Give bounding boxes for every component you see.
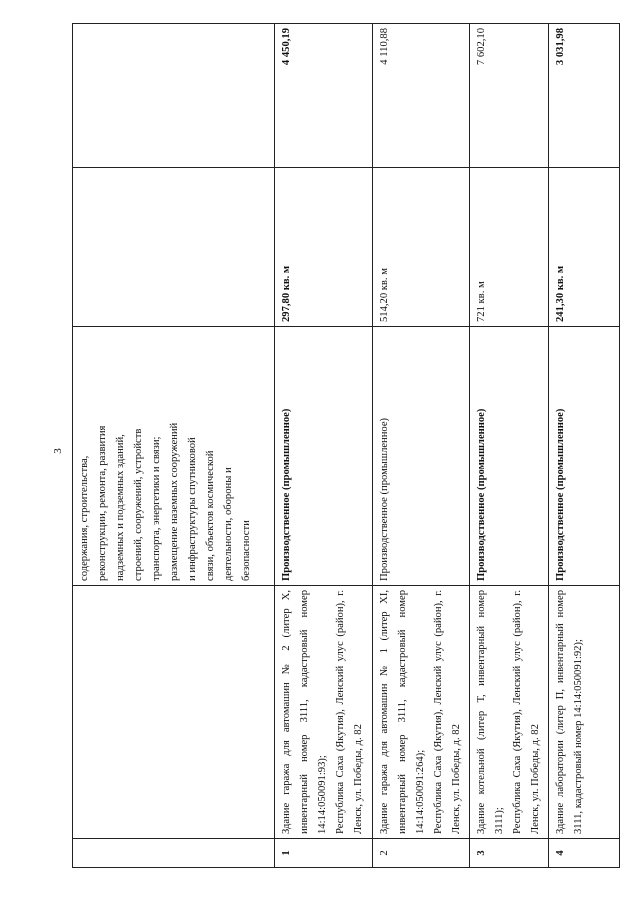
cell-description [275, 586, 372, 839]
cell-num: 1 [275, 839, 372, 868]
table-row [73, 24, 275, 868]
cell-num: 2 [372, 839, 469, 868]
description-address: Республика Саха (Якутия), Ленский улус (район), г. Ленск, ул. Победы, д. 82 [432, 590, 462, 834]
cell-price: 3 031,98 [548, 24, 619, 168]
table-row [548, 24, 619, 868]
cell-usage: Производственное (промышленное) [275, 327, 372, 586]
usage-line: транспорта, энергетики и связи; [151, 436, 162, 581]
cell-area: 721 кв. м [469, 168, 548, 327]
cell-description [469, 586, 548, 839]
usage-line: реконструкции, ремонта, развития [97, 425, 108, 581]
usage-line: размещение наземных сооружений [169, 422, 180, 581]
usage-line: безопасности [241, 520, 252, 581]
usage-line: связи, объектов космической [205, 450, 216, 581]
description-name: Здание котельной (литер Т, инвентарный номер 3111); [475, 590, 505, 834]
usage-line: содержания, строительства, [79, 455, 90, 581]
table-row [469, 24, 548, 868]
cell-price: 4 110,88 [372, 24, 469, 168]
table-row [275, 24, 372, 868]
cell-description [548, 586, 619, 839]
description-name: Здание лаборатории (литер П, инвентарный номер 3111, кадастровый номер 14:14:050091:92); [554, 590, 584, 834]
cell-price [73, 24, 275, 168]
cell-area: 297,80 кв. м [275, 168, 372, 327]
description-address: Республика Саха (Якутия), Ленский улус (район), г. Ленск, ул. Победы, д. 82 [511, 590, 541, 834]
table-row [372, 24, 469, 868]
cell-usage [73, 327, 275, 586]
usage-line: и инфраструктуры спутниковой [187, 437, 198, 581]
cell-usage: Производственное (промышленное) [469, 327, 548, 586]
cell-usage: Производственное (промышленное) [372, 327, 469, 586]
cell-description [372, 586, 469, 839]
cell-area: 241,30 кв. м [548, 168, 619, 327]
description-name: Здание гаража для автомашин № 1 (литер XI, инвентарный номер 3111, кадастровый номер 14:14:050091:264); [378, 590, 426, 834]
usage-line: деятельности, обороны и [223, 467, 234, 581]
cell-area [73, 168, 275, 327]
usage-line: строений, сооружений, устройств [133, 428, 144, 581]
document-table-frame [72, 28, 620, 868]
cell-usage: Производственное (промышленное) [548, 327, 619, 586]
cell-description [73, 586, 275, 839]
description-name: Здание гаража для автомашин № 2 (литер X, инвентарный номер 3111, кадастровый номер 14:14:050091:93); [281, 590, 329, 834]
usage-line: надземных и подземных зданий, [115, 434, 126, 581]
cell-price: 4 450,19 [275, 24, 372, 168]
cell-num: 4 [548, 839, 619, 868]
cell-area: 514,20 кв. м [372, 168, 469, 327]
cell-price: 7 602,10 [469, 24, 548, 168]
cell-num [73, 839, 275, 868]
rotated-page [72, 28, 620, 868]
cell-num: 3 [469, 839, 548, 868]
page-number: 3 [51, 448, 64, 454]
description-address: Республика Саха (Якутия), Ленский улус (район), г. Ленск, ул. Победы, д. 82 [335, 590, 365, 834]
property-table [72, 23, 620, 868]
